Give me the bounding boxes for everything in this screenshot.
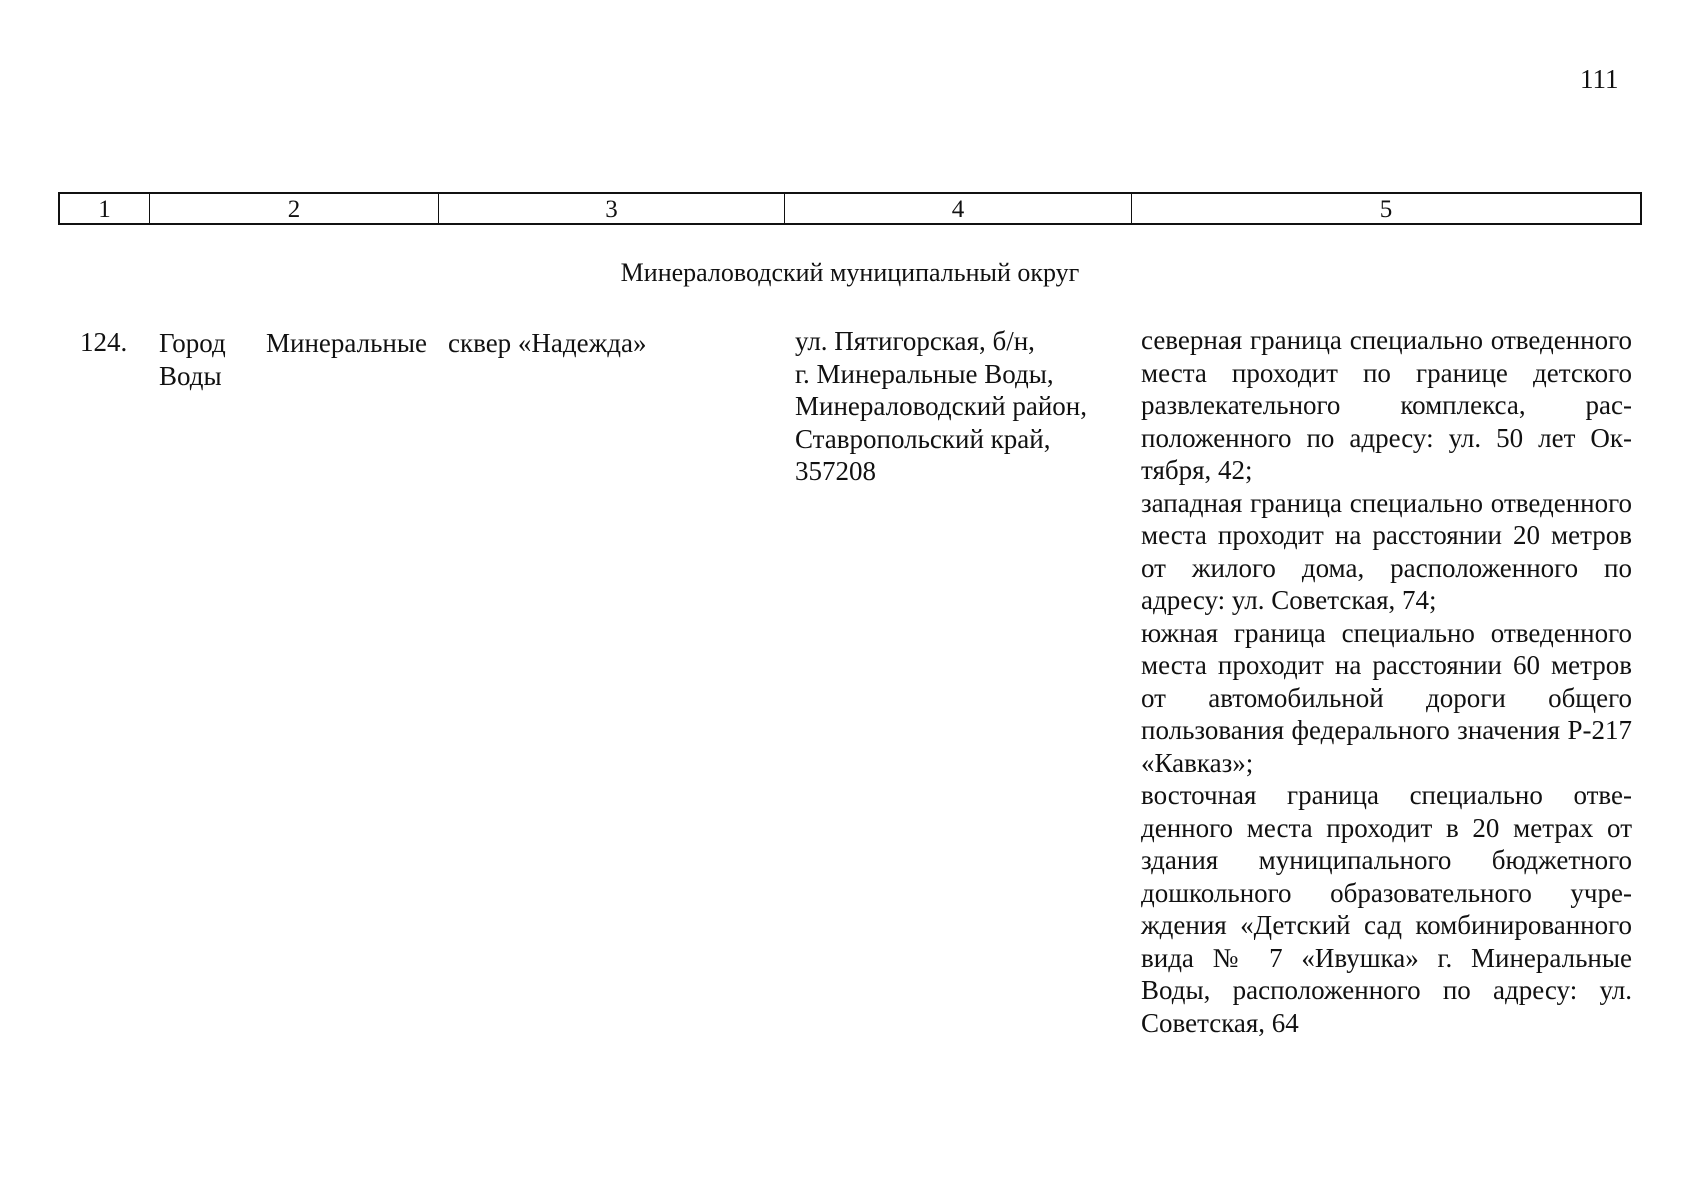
header-cell-4: 4 — [785, 194, 1132, 223]
row-number: 124. — [80, 327, 128, 357]
north-boundary-text: северная граница специально отведенного места проходит по границе детского развлекательного комплекса, расположенного по адресу: ул. 50 лет Октября, 42; — [1141, 325, 1632, 485]
west-boundary-text: западная граница специально отведенного места проходит на расстоянии 20 метров от жилого дома, расположенного по адресу: ул. Советская, 74; — [1141, 487, 1632, 615]
address-line: Ставропольский край, — [795, 423, 1051, 454]
place-name-cell: сквер «Надежда» — [448, 328, 647, 358]
east-boundary-text: восточная граница специально отведенного места проходит в 20 метрах от здания муниципального бюджетного дошкольного образовательного учреждения «Детский сад комбинированного вида № 7 «Ивушка» г. Минеральные Воды, расположенного по адресу: ул. Советская, 64 — [1141, 780, 1632, 1038]
page-number: 111 — [1580, 64, 1619, 94]
address-line: 357208 — [795, 456, 876, 486]
boundaries-cell — [1141, 324, 1632, 1039]
address-line: г. Минеральные Воды, — [795, 358, 1054, 389]
header-cell-1: 1 — [60, 194, 150, 223]
address-cell — [795, 325, 1115, 488]
column-number-header-row — [58, 192, 1642, 225]
address-line: ул. Пятигорская, б/н, — [795, 326, 1035, 356]
header-cell-2: 2 — [150, 194, 439, 223]
locality-cell: Город Минеральные Воды — [159, 328, 427, 391]
south-boundary-text: южная граница специально отведенного места проходит на расстоянии 60 метров от автомобильной дороги общего пользования федерального значения Р-217 «Кавказ»; — [1141, 617, 1632, 778]
address-line: Минераловодский район, — [795, 391, 1087, 421]
header-cell-3: 3 — [439, 194, 785, 223]
section-title: Минераловодский муниципальный округ — [620, 258, 1080, 287]
header-cell-5: 5 — [1379, 196, 1393, 223]
